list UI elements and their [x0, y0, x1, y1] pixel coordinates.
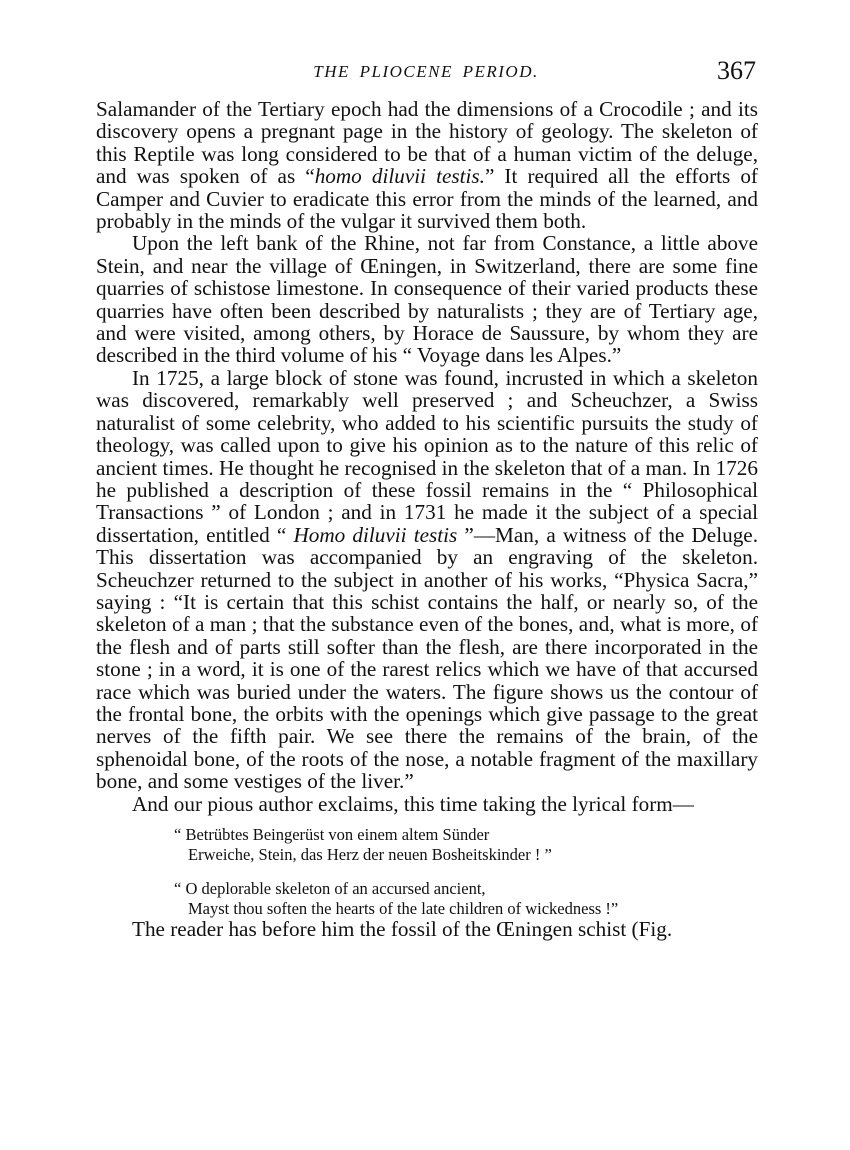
paragraph-1 — [96, 98, 758, 232]
italic-term: homo diluvii testis. — [314, 164, 485, 189]
text-segment: ” It required all the efforts of Camper and Cuvier to eradicate this error from the minds of the learned, and probably in the minds of the vulgar it survived them both. — [96, 164, 758, 234]
verse-line: Erweiche, Stein, das Herz der neuen Bosheitskinder ! ” — [188, 844, 552, 864]
text-segment: In 1725, a large block of stone was found, incrusted in which a skeleton was discovered, remarkably well preserved ; and Scheuchzer, a Swiss naturalist of some celebrity, who added to his scientific pursuits the study of theology, was called upon to give his opinion as to the nature of this relic of ancient times. He thought he recognised in the skeleton that of a man. In 1726 he published a description of these fossil remains in the “ Philosophical Transactions ” of London ; and in 1731 he made it the subject of a special dissertation, entitled “ — [96, 365, 758, 547]
text-segment: And our pious author exclaims, this time taking the lyrical form— — [132, 791, 694, 816]
verse-line: “ O deplorable skeleton of an accursed ancient, — [174, 879, 486, 898]
paragraph-2 — [96, 232, 758, 366]
page-number: 367 — [717, 56, 756, 85]
paragraph-3 — [96, 367, 758, 793]
verse-line: Mayst thou soften the hearts of the late children of wickedness !” — [188, 898, 619, 918]
running-head — [96, 56, 756, 90]
text-segment: Salamander of the Tertiary epoch had the dimensions of a Crocodile ; and its discovery opens a pregnant page in the history of geology. The skeleton of this Reptile was long considered to be that of a human victim of the deluge, and was spoken of as “ — [96, 97, 758, 189]
final-line: The reader has before him the fossil of the Œningen schist (Fig. — [132, 917, 673, 941]
verse-line: “ Betrübtes Beingerüst von einem altem Sünder — [174, 825, 490, 844]
body-text — [96, 98, 758, 940]
text-segment: Upon the left bank of the Rhine, not far from Constance, a little above Stein, and near the village of Œningen, in Switzerland, there are some fine quarries of schistose limestone. In consequence of their varied products these quarries have often been described by naturalists ; they are of Tertiary age, and were visited, among others, by Horace de Saussure, by whom they are described in the third volume of his “ Voyage dans les Alpes.” — [96, 231, 758, 368]
text-segment: ”—Man, a witness of the Deluge. This dissertation was accompanied by an engraving of the skeleton. Scheuchzer returned to the subject in another of his works, “Physica Sacra,” saying : “It is certain that this schist contains the half, or nearly so, of the skeleton of a man ; that the substance even of the bones, and, what is more, of the flesh and of parts still softer than the flesh, are there incorporated in the stone ; in a word, it is one of the rarest relics which we have of that accursed race which was buried under the waters. The figure shows us the contour of the frontal bone, the orbits with the openings which give passage to the great nerves of the fifth pair. We see there the remains of the brain, of the sphenoidal bone, of the roots of the nose, a notable fragment of the maxillary bone, and some vestiges of the liver.” — [96, 522, 758, 794]
verse-quote-english — [174, 879, 758, 918]
verse-quote-german — [174, 825, 758, 864]
running-title: THE PLIOCENE PERIOD. — [313, 62, 539, 81]
paragraph-4 — [96, 793, 758, 815]
italic-title: Homo diluvii testis — [293, 522, 458, 547]
